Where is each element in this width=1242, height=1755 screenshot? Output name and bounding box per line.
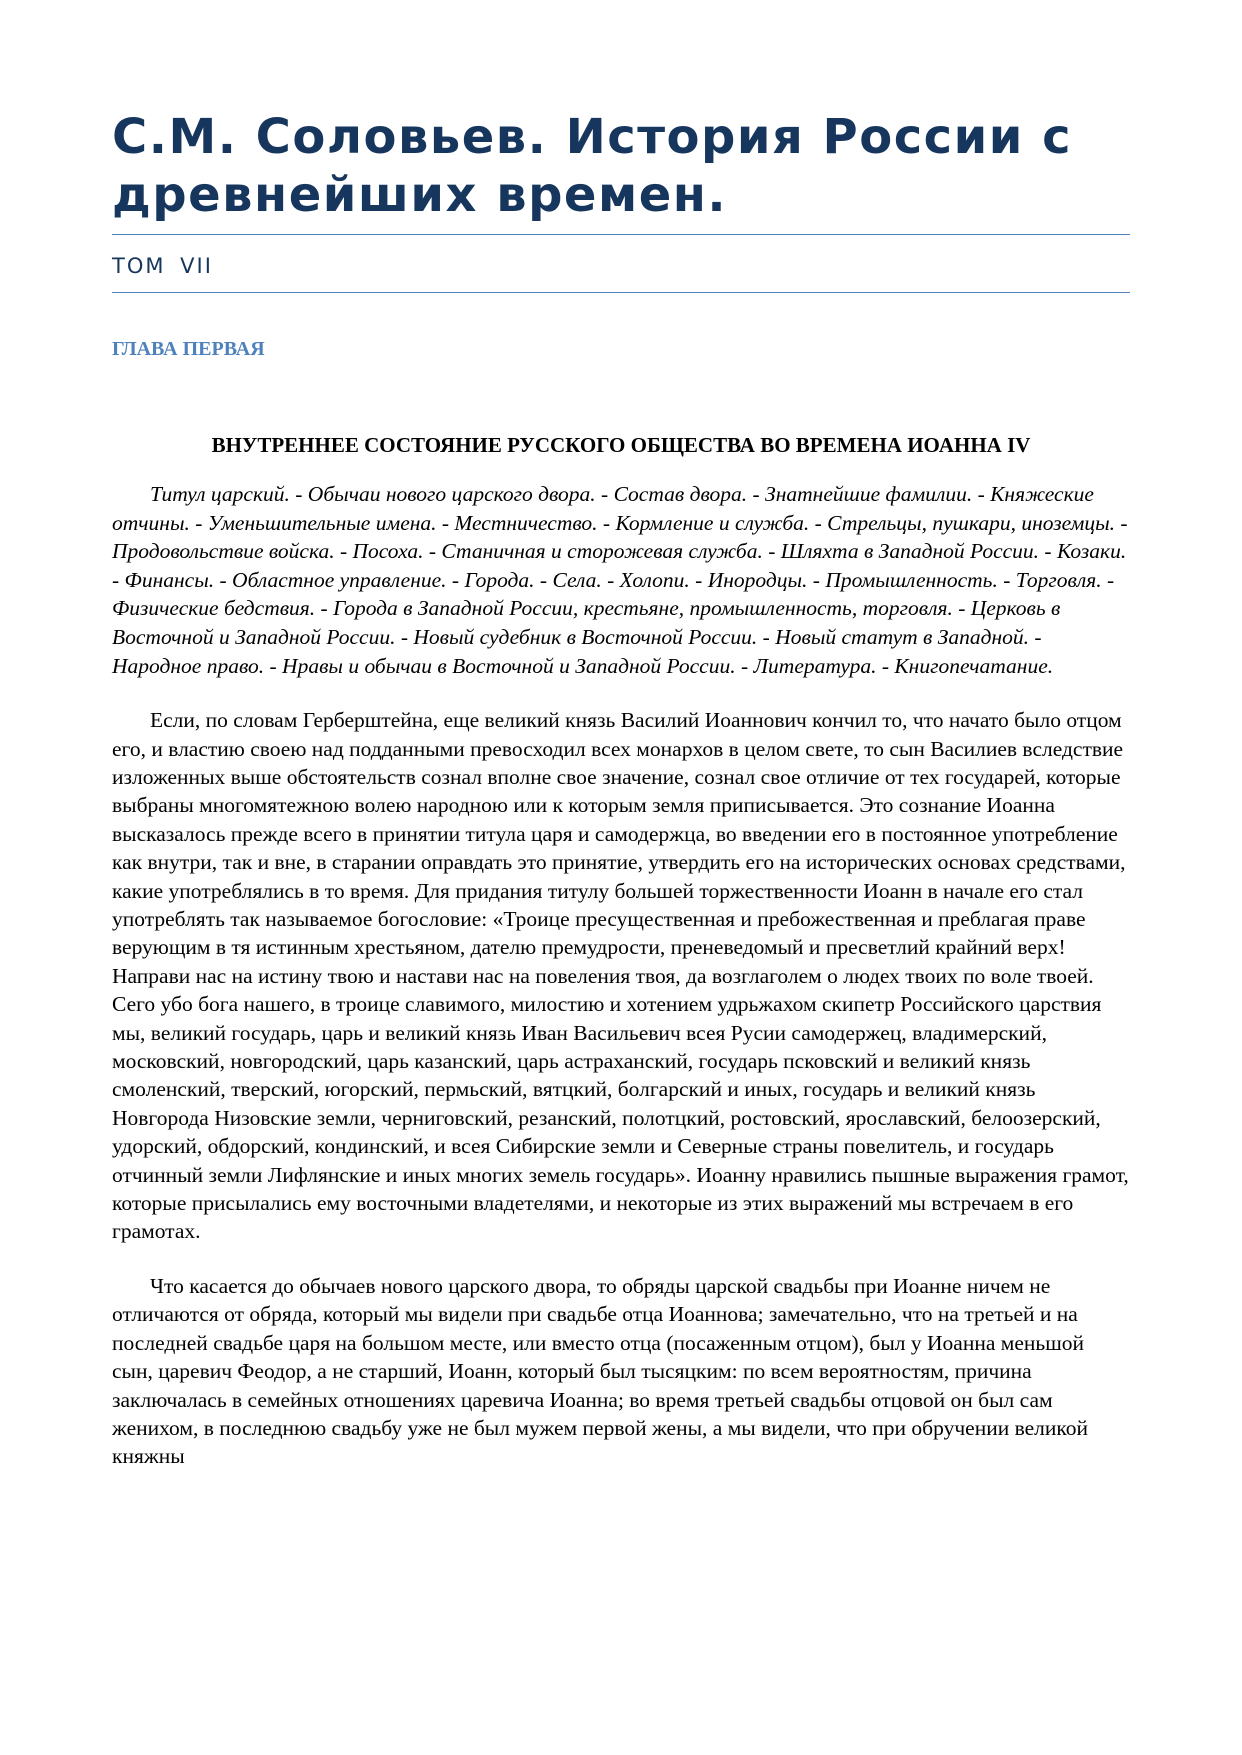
chapter-summary: Титул царский. - Обычаи нового царского двора. - Состав двора. - Знатнейшие фамилии. - Княжеские отчины. - Уменьшительные имена. - Местничество. - Кормление и служба. - Стрельцы, пушкари, иноземцы. - Продовольствие войска. - Посоха. - Станичная и сторожевая служба. - Шляхта в Западной России. - Козаки. - Финансы. - Областное управление. - Города. - Села. - Холопи. - Инородцы. - Промышленность. - Торговля. - Физические бедствия. - Города в Западной России, крестьяне, промышленность, торговля. - Церковь в Восточной и Западной России. - Новый судебник в Восточной России. - Новый статут в Западной. - Народное право. - Нравы и обычаи в Восточной и Западной России. - Литература. - Книгопечатание. [112,482,1128,678]
document-page [112,108,1130,1471]
body-paragraph: Что касается до обычаев нового царского двора, то обряды царской свадьбы при Иоанне ничем не отличаются от обряда, который мы видели при свадьбе отца Иоаннова; замечательно, что на третьей и на последней свадьбе царя на большом месте, или вместо отца (посаженным отцом), был у Иоанна меньшой сын, царевич Феодор, а не старший, Иоанн, который был тысяцким: по всем вероятностям, причина заключалась в семейных отношениях царевича Иоанна; во время третьей свадьбы отцовой он был сам женихом, в последнюю свадьбу уже не был мужем первой жены, а мы видели, что при обручении великой княжны [112,1273,1088,1469]
volume-divider [112,292,1130,293]
document-title: С.М. Соловьев. История России с древнейших времен. [112,109,1073,223]
chapter-heading: ГЛАВА ПЕРВАЯ [112,338,265,360]
volume-label: ТОМ VII [112,254,213,278]
section-title: ВНУТРЕННЕЕ СОСТОЯНИЕ РУССКОГО ОБЩЕСТВА ВО ВРЕМЕНА ИОАННА IV [211,433,1031,457]
body-paragraph: Если, по словам Герберштейна, еще великий князь Василий Иоаннович кончил то, что начато было отцом его, и властию своею над подданными превосходил всех монархов в целом свете, то сын Василиев вследствие изложенных выше обстоятельств сознал вполне свое значение, сознал свое отличие от тех государей, которые выбраны многомятежною волею народною или к которым земля приписывается. Это сознание Иоанна высказалось прежде всего в принятии титула царя и самодержца, во введении его в постоянное употребление как внутри, так и вне, в старании оправдать это принятие, утвердить его на исторических основах средствами, какие употреблялись в то время. Для придания титулу большей торжественности Иоанн в начале его стал употреблять так называемое богословие: «Троице пресущественная и пребожественная и преблагая праве верующим в тя истинным хрестьяном, дателю премудрости, преневедомый и пресветлий крайний верх! Направи нас на истину твою и настави нас на повеления твоя, да возглаголем о людех твоих по воле твоей. Сего убо бога нашего, в троице славимого, милостию и хотением удрьжахом скипетр Российского царствия мы, великий государь, царь и великий князь Иван Васильевич всея Русии самодержец, владимерский, московский, новгородский, царь казанский, царь астраханский, государь псковский и великий князь смоленский, тверский, югорский, пермьский, вятцкий, болгарский и иных, государь и великий князь Новгорода Низовские земли, черниговский, резанский, полотцкий, ростовский, ярославский, белоозерский, удорский, обдорский, кондинский, и всея Сибирские земли и Северные страны повелитель, и государь отчинный земли Лифлянские и иных многих земель государь». Иоанну нравились пышные выражения грамот, которые присылались ему восточными владетелями, и некоторые из этих выражений мы встречаем в его грамотах. [112,708,1129,1244]
